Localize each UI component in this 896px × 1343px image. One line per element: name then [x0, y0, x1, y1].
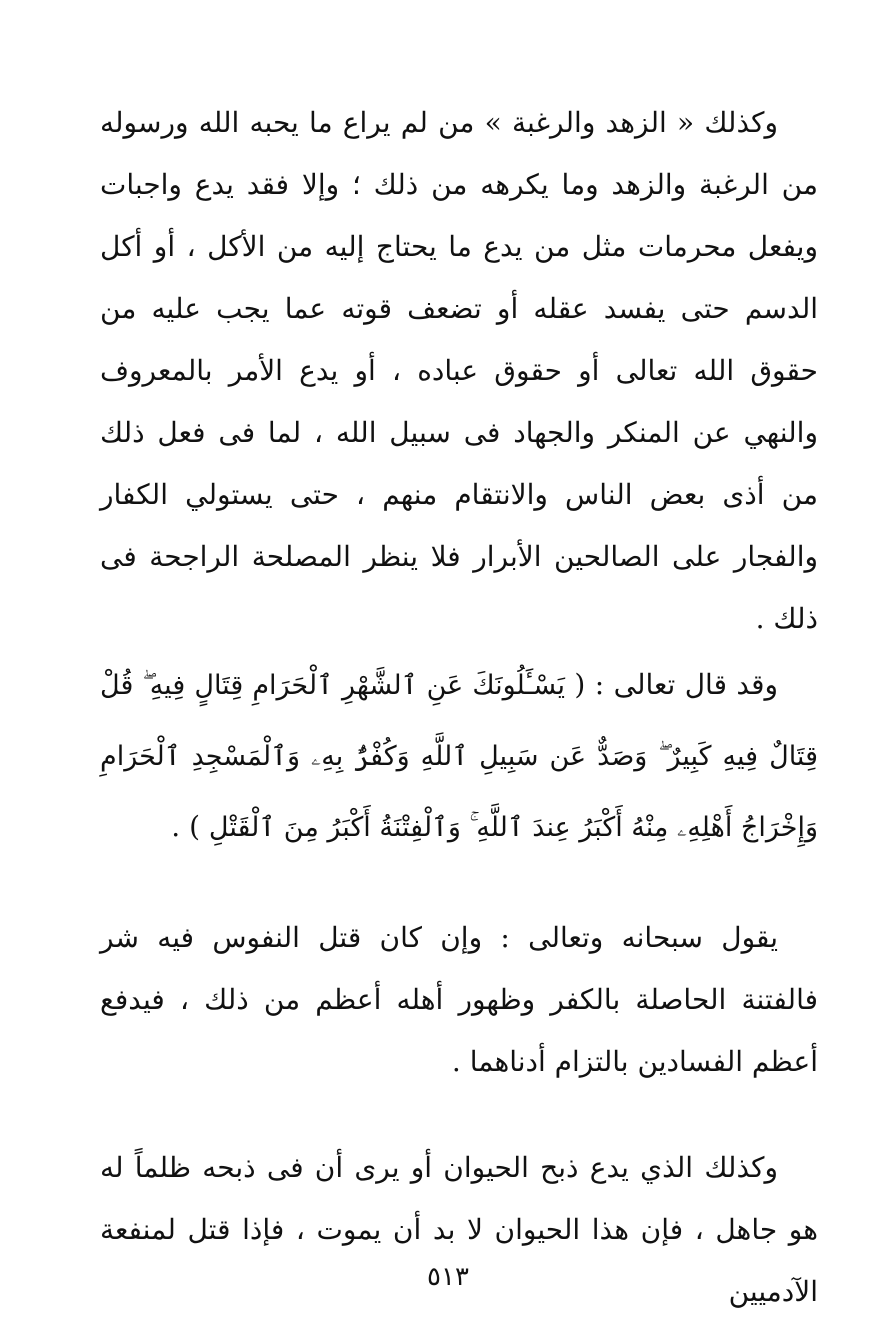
quran-verse: يَسْـَٔلُونَكَ عَنِ ٱلشَّهْرِ ٱلْحَرَامِ قِتَالٍ فِيهِ ۖ قُلْ قِتَالٌ فِيهِ كَبِيرٌ ۖ وَصَدٌّ عَن سَبِيلِ ٱللَّهِ وَكُفْرٌۢ بِهِۦ وَٱلْمَسْجِدِ ٱلْحَرَامِ وَإِخْرَاجُ أَهْلِهِۦ مِنْهُ أَكْبَرُ عِندَ ٱللَّهِ ۚ وَٱلْفِتْنَةُ أَكْبَرُ مِنَ ٱلْقَتْلِ [100, 670, 818, 843]
paragraph-zuhd: وكذلك « الزهد والرغبة » من لم يراع ما يحبه الله ورسوله من الرغبة والزهد وما يكرهه من ذلك ؛ وإلا فقد يدع واجبات ويفعل محرمات مثل من يدع ما يحتاج إليه من الأكل ، أو أكل الدسم حتى يفسد عقله أو تضعف قوته عما يجب عليه من حقوق الله تعالى أو حقوق عباده ، أو يدع الأمر بالمعروف والنهي عن المنكر والجهاد فى سبيل الله ، لما فى فعل ذلك من أذى بعض الناس والانتقام منهم ، حتى يستولي الكفار والفجار على الصالحين الأبرار فلا ينظر المصلحة الراجحة فى ذلك . [100, 106, 818, 635]
page-content [100, 92, 818, 1323]
verse-outro: ) . [171, 810, 201, 843]
page-number: ٥١٣ [427, 1262, 469, 1292]
verse-intro: وقد قال تعالى : ( [574, 668, 778, 701]
paragraph-slaughter: وكذلك الذي يدع ذبح الحيوان أو يرى أن فى ذبحه ظلماً له هو جاهل ، فإن هذا الحيوان لا بد أن يموت ، فإذا قتل لمنفعة الآدميين [100, 1151, 818, 1308]
paragraph-fitna: يقول سبحانه وتعالى : وإن كان قتل النفوس فيه شر فالفتنة الحاصلة بالكفر وظهور أهله أعظم من ذلك ، فيدفع أعظم الفسادين بالتزام أدناهما . [100, 921, 818, 1078]
quran-verse-paragraph [100, 650, 818, 863]
